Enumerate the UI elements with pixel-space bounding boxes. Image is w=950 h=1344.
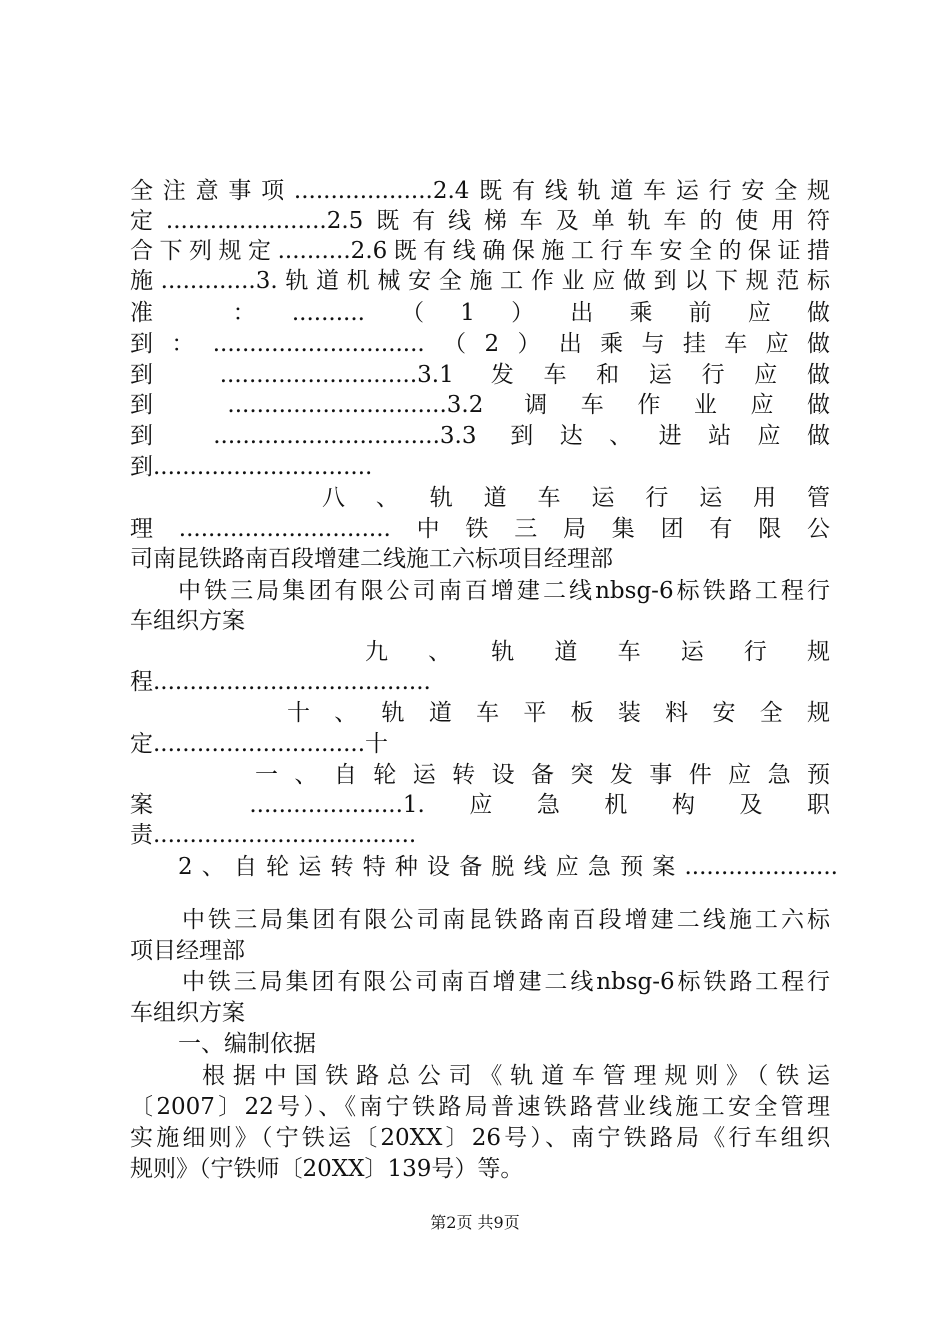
toc-heading-9: 九、轨道车运行规 — [365, 639, 830, 665]
toc-line: 案 .....................1.应急机构及职 — [130, 792, 830, 818]
header-repeat-title: 中铁三局集团有限公司南百增建二线nbsg-6标铁路工程行 — [178, 578, 830, 604]
paragraph-line: 根据中国铁路总公司《轨道车管理规则》（铁运 — [202, 1063, 830, 1089]
toc-line: 定......................2.5既有线梯车及单轨车的使用符 — [130, 208, 830, 234]
toc-line: 理.............................中铁三局集团有限公 — [130, 516, 830, 542]
toc-heading-8: 八、轨道车运行运用管 — [322, 485, 830, 511]
doc-title-cont: 项目经理部 — [130, 938, 245, 964]
toc-line: 到 ...............................3.3 到达、进站应做 — [130, 423, 830, 449]
header-repeat-title-cont: 车组织方案 — [130, 608, 245, 634]
paragraph-line: 规则》（宁铁师〔20XX〕139号）等。 — [130, 1156, 524, 1182]
toc-line: 全注意事项...................2.4既有线轨道车运行安全规 — [130, 178, 830, 204]
toc-line: 准 ：..........（1）出乘前应做 — [130, 300, 830, 326]
toc-heading-11: 一、自轮运转设备突发事件应急预 — [255, 762, 830, 788]
section-heading: 一、编制依据 — [178, 1031, 316, 1057]
toc-line: 司南昆铁路南百段增建二线施工六标项目经理部 — [130, 546, 613, 572]
toc-line: 到 ...........................3.1 发车和运行应做 — [130, 362, 830, 388]
toc-line: 程...................................... — [130, 669, 431, 695]
toc-heading-10: 十、轨道车平板装料安全规 — [287, 700, 830, 726]
doc-subtitle: 中铁三局集团有限公司南百增建二线nbsg-6标铁路工程行 — [182, 969, 830, 995]
doc-subtitle-cont: 车组织方案 — [130, 1000, 245, 1026]
toc-line: 施.............3.轨道机械安全施工作业应做到以下规范标 — [130, 268, 830, 294]
toc-line: 合下列规定..........2.6既有线确保施工行车安全的保证措 — [130, 238, 830, 264]
toc-line: 到.............................. — [130, 454, 373, 480]
paragraph-line: 〔2007〕22号）、《南宁铁路局普速铁路营业线施工安全管理 — [130, 1094, 830, 1120]
toc-line: 到：.............................（2）出乘与挂车应做 — [130, 331, 830, 357]
toc-line: 责.................................... — [130, 822, 417, 848]
paragraph-line: 实施细则》（宁铁运〔20XX〕26号）、南宁铁路局《行车组织 — [130, 1125, 830, 1151]
toc-line: 2、自轮运转特种设备脱线应急预案..................... — [178, 854, 838, 880]
toc-line: 定.............................十 — [130, 731, 389, 757]
page-footer: 第2页 共9页 — [430, 1213, 520, 1232]
toc-line: 到 ..............................3.2 调车作业应做 — [130, 392, 830, 418]
doc-title: 中铁三局集团有限公司南昆铁路南百段增建二线施工六标 — [182, 907, 830, 933]
